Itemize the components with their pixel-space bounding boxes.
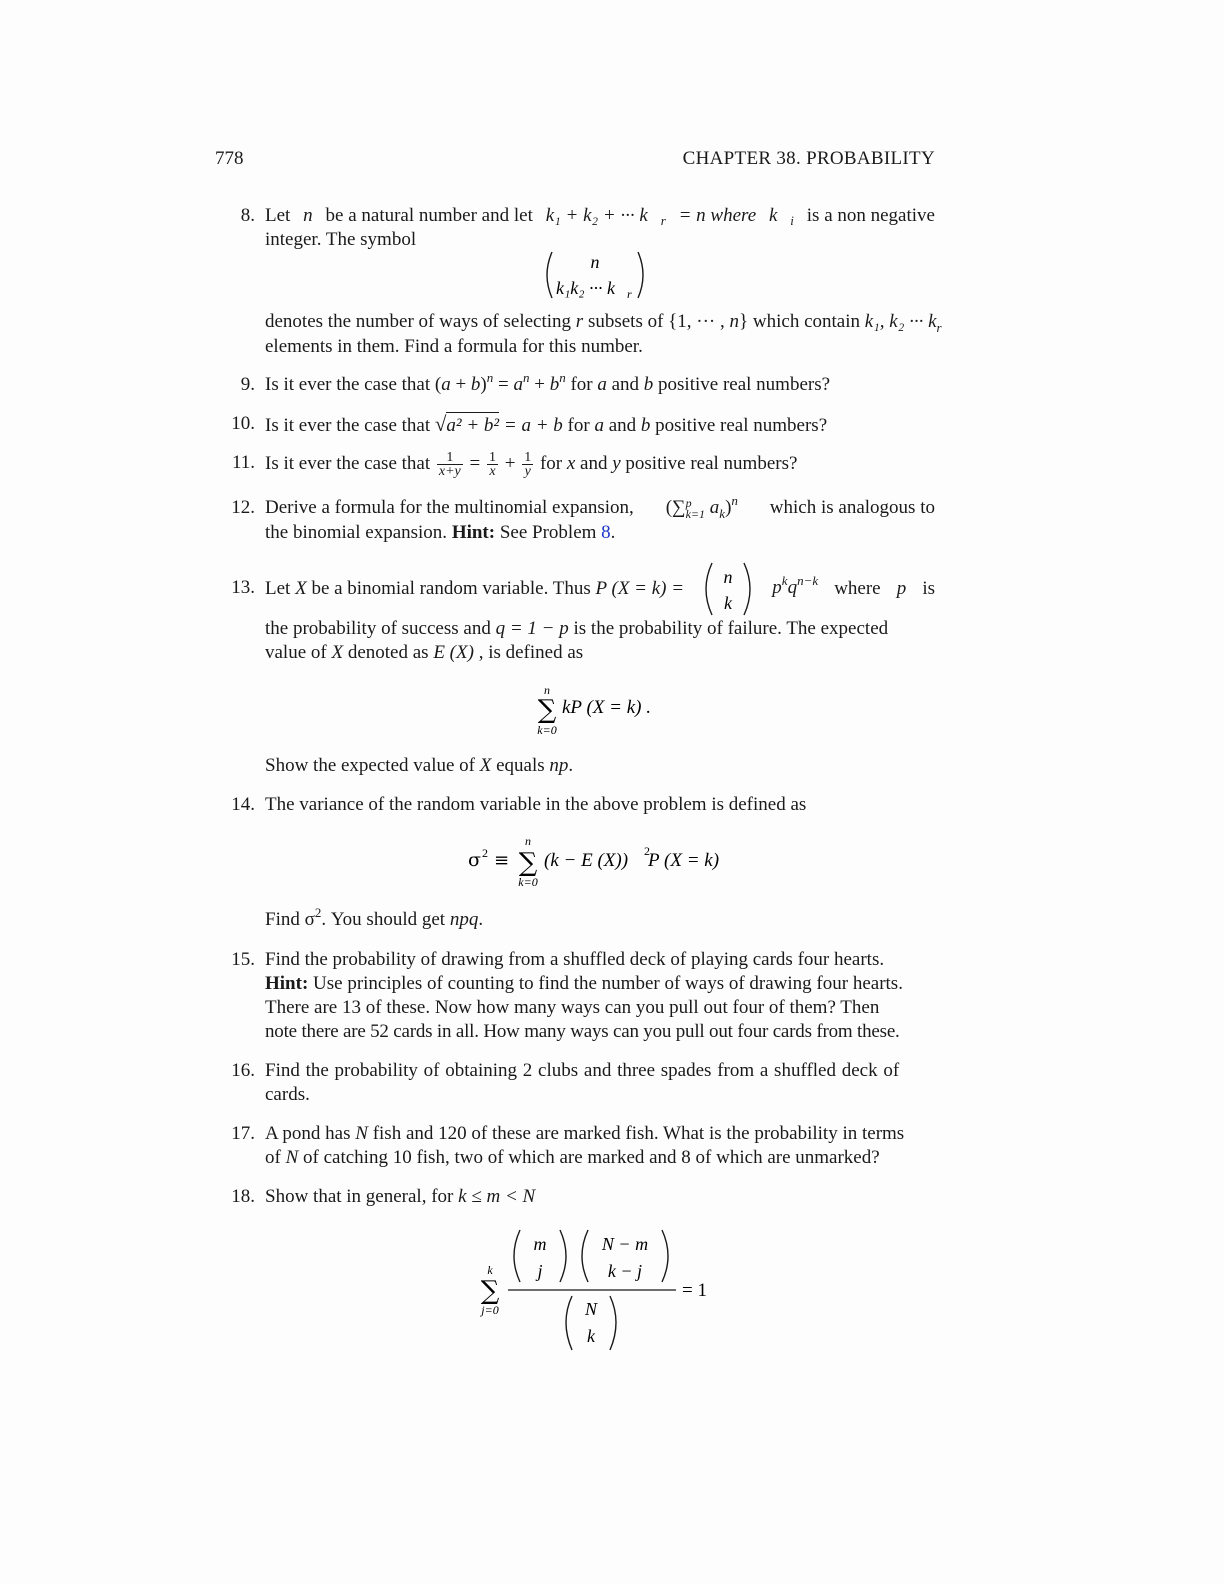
problem-text [265, 566, 935, 613]
problem-8 [215, 204, 935, 252]
hint-label: Hint: [451, 522, 496, 543]
svg-text:σ: σ [468, 849, 481, 871]
problem-line: note there are 52 cards in all. How many ways can you pull out four cards from these. [265, 1021, 900, 1042]
hint-label: Hint: [265, 973, 309, 994]
problem-text [265, 1059, 935, 1107]
svg-text:= 1: = 1 [682, 1280, 707, 1301]
problem-line: A pond has N fish and 120 of these are marked fish. What is the probability in terms [265, 1123, 905, 1144]
svg-text:(k − E (X)): (k − E (X)) [544, 850, 629, 871]
problem-number: 11. [231, 452, 255, 473]
problem-line: Find the probability of drawing from a shuffled deck of playing cards four hearts. [265, 949, 885, 970]
svg-text:kP (X = k) .: kP (X = k) . [562, 697, 651, 718]
svg-text:j: j [537, 1261, 543, 1281]
problem-line: the binomial expansion. Hint: See Problem 8. [265, 522, 616, 543]
binomial-bottom: k₁k₂ ··· k [556, 278, 615, 298]
problem-8-continued [215, 310, 942, 359]
expected-value-sum [528, 680, 688, 740]
problem-14 [215, 793, 935, 817]
sigma-sum-icon: ∑ [480, 1276, 500, 1306]
problem-line: of N of catching 10 fish, two of which are marked and 8 of which are unmarked? [265, 1147, 880, 1168]
svg-text:P (X = k): P (X = k) [648, 850, 720, 871]
problem-line: the probability of success and q = 1 − p is the probability of failure. The expected [265, 618, 889, 639]
svg-text:m: m [533, 1234, 547, 1254]
svg-text:j=0: j=0 [481, 1303, 499, 1317]
problem-number: 12. [231, 497, 255, 518]
fraction: $\frac{1}{y}$ [524, 450, 532, 479]
problem-text [265, 948, 935, 1044]
problem-number: 14. [231, 794, 255, 815]
problem-14-conclusion [215, 905, 935, 933]
vandermonde-identity [470, 1222, 730, 1357]
problem-line: Hint: Use principles of counting to find the number of ways of drawing four hearts. [265, 973, 903, 994]
problem-13-conclusion [215, 754, 935, 778]
problem-text: Show that in general, for k ≤ m < N [265, 1186, 536, 1207]
multinomial-expression: (∑ p k=1 $a_k)^n$ [665, 493, 738, 521]
binomial-coefficient [700, 559, 756, 619]
problem-18 [215, 1185, 935, 1209]
sqrt-sign: √ [434, 412, 447, 436]
problem-text [265, 310, 942, 359]
svg-text:N − m: N − m [601, 1234, 649, 1254]
problem-13 [215, 566, 935, 613]
problem-number: 13. [231, 577, 255, 598]
variance-formula [462, 833, 742, 893]
problem-line: elements in them. Find a formula for this number. [265, 336, 643, 357]
problem-11 [215, 451, 935, 478]
svg-text:k: k [587, 1326, 595, 1346]
problem-16 [215, 1059, 935, 1107]
problem-number: 17. [231, 1123, 255, 1144]
problem-text: Is it ever the case that $\frac{1}{x+y}$ = $\frac{1}{x}$ + $\frac{1}{y}$ for x and y positive real numbers? [265, 450, 798, 479]
problem-text: Is it ever the case that √a² + b² = a + b for a and b positive real numbers? [265, 412, 828, 436]
sqrt-radicand: a² + b² [446, 412, 499, 436]
problem-number: 16. [231, 1060, 255, 1081]
problem-text [265, 1122, 935, 1170]
fraction: $\frac{1}{x}$ [488, 450, 496, 479]
problem-line: cards. [265, 1084, 310, 1105]
problem-text [265, 617, 935, 665]
problem-number: 10. [231, 413, 255, 434]
binomial-symbol [540, 248, 650, 302]
problem-15 [215, 948, 935, 1044]
problem-number: 8. [240, 205, 255, 226]
svg-text:k=0: k=0 [518, 875, 538, 889]
problem-line: Let X be a binomial random variable. Thus P (X = k) = n k $p^kq^{n-k}$ where p is [265, 576, 935, 601]
problem-line: value of X denoted as E (X) , is defined as [265, 642, 584, 663]
sigma-sum-icon: ∑ [537, 695, 557, 725]
problem-17 [215, 1122, 935, 1170]
svg-text:N: N [584, 1299, 598, 1319]
problem-13-continued [215, 617, 935, 665]
problem-12 [215, 493, 935, 545]
problem-line: There are 13 of these. Now how many ways can you pull out four of them? Then [265, 997, 880, 1018]
svg-text:k − j: k − j [607, 1261, 643, 1281]
svg-text:k: k [487, 1263, 493, 1277]
svg-text:n: n [525, 834, 531, 848]
problem-8-link[interactable]: 8 [601, 522, 611, 543]
problem-line: denotes the number of ways of selecting r subsets of {1, ··· , n} which contain k₁, k₂ ··· $k_r$ [265, 311, 942, 335]
problem-text: The variance of the random variable in the above problem is defined as [265, 794, 807, 815]
problem-number: 18. [231, 1186, 255, 1207]
problem-number: 9. [240, 374, 255, 395]
svg-text:2: 2 [644, 844, 650, 858]
svg-text:n: n [723, 566, 733, 587]
sigma-sum-icon: ∑ [518, 848, 538, 878]
binomial-top: n [590, 252, 600, 272]
problem-number: 15. [231, 949, 255, 970]
problem-10 [215, 412, 935, 438]
page-header [215, 148, 935, 174]
svg-text:k: k [724, 592, 733, 613]
fraction: $\frac{1}{x+y}$ [438, 450, 461, 479]
svg-text:≡: ≡ [494, 850, 510, 871]
problem-line: Let n be a natural number and let k₁ + k₂ + ··· k r = n where k i is a non negative [265, 205, 935, 228]
page-number: 778 [215, 148, 244, 169]
problem-9 [215, 370, 935, 398]
chapter-title: CHAPTER 38. PROBABILITY [682, 148, 935, 169]
svg-text:k=0: k=0 [537, 723, 557, 737]
problem-text: Find $\sigma^2$. You should get npq. [265, 905, 484, 930]
problem-line: integer. The symbol [265, 229, 417, 250]
svg-text:2: 2 [482, 846, 488, 860]
binomial-bottom-subscript: r [627, 287, 632, 301]
problem-text [265, 493, 935, 545]
svg-text:n: n [544, 683, 550, 697]
problem-text: Show the expected value of X equals np. [265, 755, 574, 776]
problem-text [265, 204, 935, 252]
problem-line: Find the probability of obtaining 2 clubs and three spades from a shuffled deck of [265, 1060, 900, 1081]
problem-line: Derive a formula for the multinomial expansion, (∑ p k=1 $a_k)^n$ which is analogous to [265, 493, 935, 521]
problem-text: Is it ever the case that $(a + b)^n = a^n + b^n$ for a and b positive real numbers? [265, 370, 831, 395]
